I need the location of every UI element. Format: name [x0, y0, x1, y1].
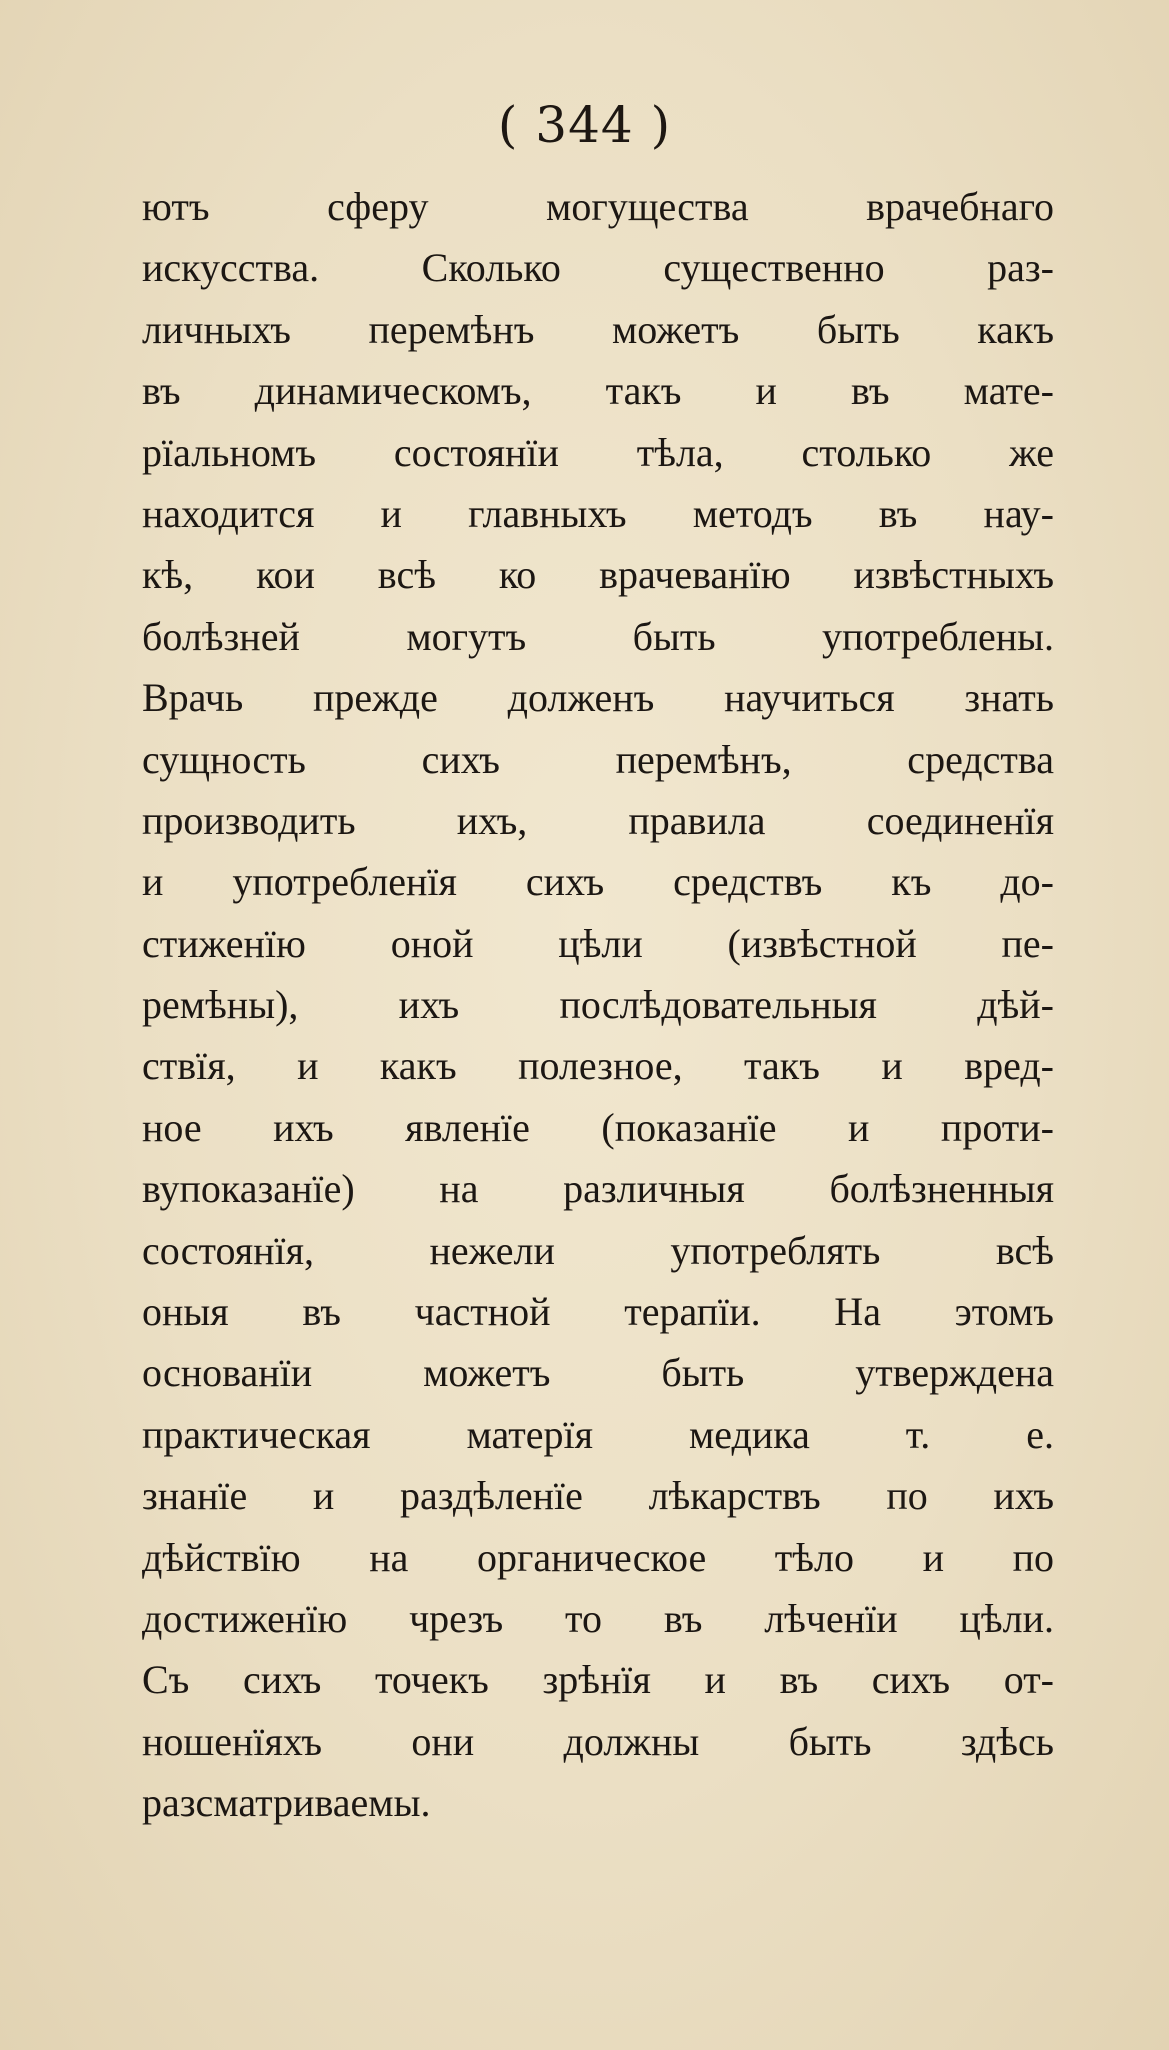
text-line: ремѣны), ихъ послѣдовательныя дѣй- [142, 982, 1054, 1028]
text-line: вупоказанïе) на различныя болѣзненныя [142, 1166, 1054, 1212]
text-line: находится и главныхъ методъ въ нау- [142, 490, 1054, 536]
text-line: знанïе и раздѣленïе лѣкарствъ по ихъ [142, 1473, 1054, 1519]
text-line: дѣйствïю на органическое тѣло и по [142, 1534, 1054, 1580]
text-line: основанïи можетъ быть утверждена [142, 1350, 1054, 1396]
text-line: разсматриваемы. [142, 1780, 431, 1826]
page-number: ( 344 ) [497, 96, 672, 154]
text-line: состоянïя, нежели употреблять всѣ [142, 1227, 1054, 1273]
body-text [142, 176, 1054, 1834]
text-line: рïальномъ состоянïи тѣла, столько же [142, 429, 1054, 475]
text-line: личныхъ перемѣнъ можетъ быть какъ [142, 306, 1054, 352]
text-line: кѣ, кои всѣ ко врачеванïю извѣстныхъ [142, 552, 1054, 598]
text-line: оныя въ частной терапïи. На этомъ [142, 1289, 1054, 1335]
text-line: ствïя, и какъ полезное, такъ и вред- [142, 1043, 1054, 1089]
text-line: ное ихъ явленïе (показанïе и проти- [142, 1104, 1054, 1150]
text-line: Врачь прежде долженъ научиться знать [142, 675, 1054, 721]
text-line: стиженïю оной цѣли (извѣстной пе- [142, 920, 1054, 966]
text-line: и употребленïя сихъ средствъ къ до- [142, 859, 1054, 905]
text-line: ношенïяхъ они должны быть здѣсь [142, 1718, 1054, 1764]
text-line: Съ сихъ точекъ зрѣнïя и въ сихъ от- [142, 1657, 1054, 1703]
text-line: искусства. Сколько существенно раз- [142, 245, 1054, 291]
text-line: въ динамическомъ, такъ и въ мате- [142, 368, 1054, 414]
text-line: ютъ сферу могущества врачебнаго [142, 184, 1054, 229]
text-line: практическая матерïя медика т. е. [142, 1411, 1054, 1457]
text-line: сущность сихъ перемѣнъ, средства [142, 736, 1054, 782]
text-line: производить ихъ, правила соединенïя [142, 797, 1054, 843]
text-line: достиженïю чрезъ то въ лѣченïи цѣли. [142, 1595, 1054, 1641]
text-line: болѣзней могутъ быть употреблены. [142, 613, 1054, 659]
